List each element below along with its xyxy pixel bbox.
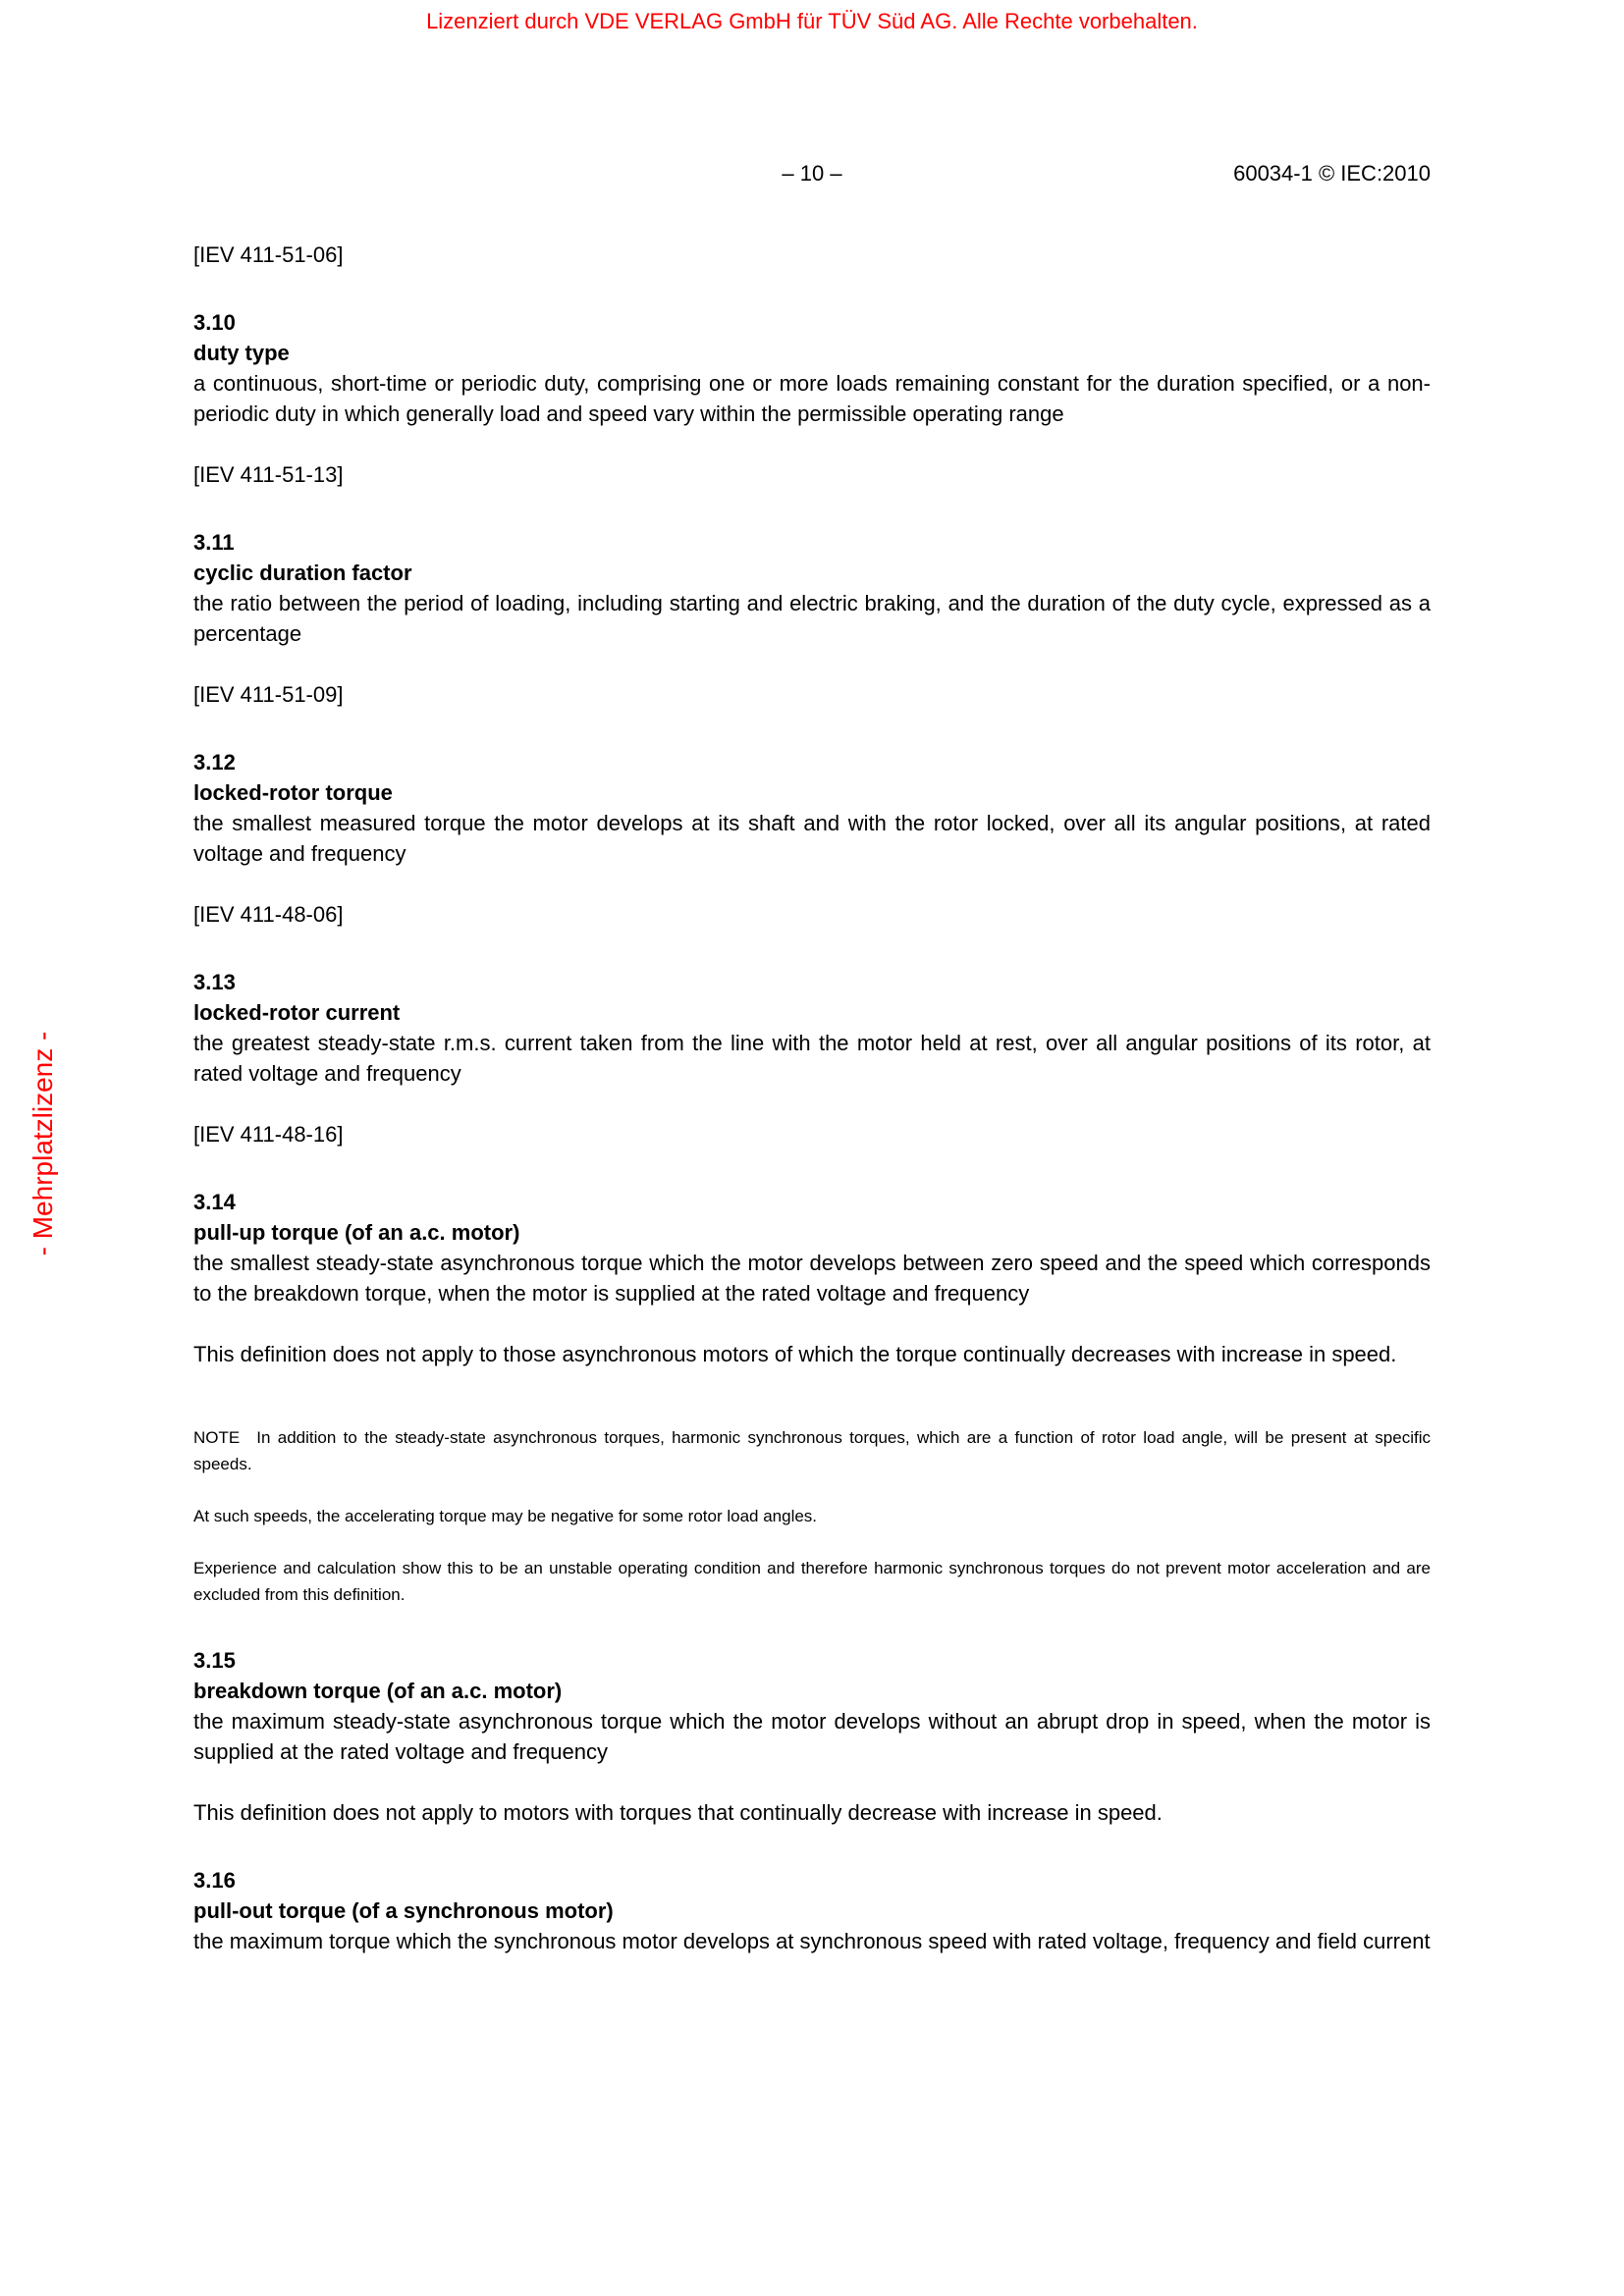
reference-iev: [IEV 411-51-13] [193, 462, 344, 487]
watermark-text: - Mehrplatzlizenz - [27, 1031, 58, 1256]
license-banner: Lizenziert durch VDE VERLAG GmbH für TÜV Süd AG. Alle Rechte vorbehalten. [426, 9, 1198, 33]
page-header [193, 158, 1431, 188]
page-number: – 10 – [782, 161, 842, 186]
section-remark: This definition does not apply to motors with torques that continually decrease with increase in speed. [193, 1800, 1163, 1825]
reference-iev: [IEV 411-48-06] [193, 902, 344, 927]
section-number: 3.15 [193, 1648, 236, 1673]
reference-iev: [IEV 411-48-16] [193, 1122, 344, 1147]
section-heading [193, 967, 1431, 1028]
section-heading [193, 747, 1431, 808]
note-label: NOTE [193, 1428, 241, 1447]
section-number: 3.11 [193, 530, 235, 555]
section-definition: the maximum torque which the synchronous motor develops at synchronous speed with rated voltage, frequency and field current [193, 1929, 1431, 1953]
section-heading [193, 1865, 1431, 1926]
section-note: Experience and calculation show this to be an unstable operating condition and therefore harmonic synchronous torques do not prevent motor acceleration and are excluded from this definition. [193, 1559, 1431, 1604]
section-note [193, 1424, 1431, 1477]
section-term: pull-up torque (of an a.c. motor) [193, 1220, 520, 1245]
section-definition: the maximum steady-state asynchronous torque which the motor develops without an abrupt drop in speed, when the motor is supplied at the rated voltage and frequency [193, 1709, 1431, 1764]
note-text: In addition to the steady-state asynchronous torques, harmonic synchronous torques, which are a function of rotor load angle, will be present at specific speeds. [193, 1428, 1431, 1473]
section-definition: the ratio between the period of loading, including starting and electric braking, and the duration of the duty cycle, expressed as a percentage [193, 591, 1431, 646]
section-heading [193, 307, 1431, 368]
section-term: duty type [193, 341, 290, 365]
document-id: 60034-1 © IEC:2010 [1233, 161, 1431, 186]
section-definition: the smallest steady-state asynchronous torque which the motor develops between zero speed and the speed which corresponds to the breakdown torque, when the motor is supplied at the rated voltage and frequency [193, 1251, 1431, 1306]
section-term: pull-out torque (of a synchronous motor) [193, 1898, 614, 1923]
section-number: 3.10 [193, 310, 236, 335]
section-definition: the smallest measured torque the motor develops at its shaft and with the rotor locked, over all its angular positions, at rated voltage and frequency [193, 811, 1431, 866]
section-number: 3.14 [193, 1190, 236, 1214]
section-term: breakdown torque (of an a.c. motor) [193, 1679, 563, 1703]
document-body [193, 240, 1431, 1956]
section-number: 3.12 [193, 750, 236, 774]
section-definition: the greatest steady-state r.m.s. current taken from the line with the motor held at rest, over all angular positions of its rotor, at rated voltage and frequency [193, 1031, 1431, 1086]
section-term: locked-rotor torque [193, 780, 393, 805]
section-term: cyclic duration factor [193, 561, 412, 585]
section-remark: This definition does not apply to those asynchronous motors of which the torque continually decreases with increase in speed. [193, 1342, 1397, 1366]
reference-iev: [IEV 411-51-06] [193, 242, 344, 267]
section-heading [193, 1645, 1431, 1706]
section-term: locked-rotor current [193, 1000, 401, 1025]
section-note: At such speeds, the accelerating torque may be negative for some rotor load angles. [193, 1507, 818, 1525]
reference-iev: [IEV 411-51-09] [193, 682, 344, 707]
section-heading [193, 527, 1431, 588]
section-number: 3.13 [193, 970, 236, 994]
section-number: 3.16 [193, 1868, 236, 1893]
section-heading [193, 1187, 1431, 1248]
section-definition: a continuous, short-time or periodic duty, comprising one or more loads remaining constant for the duration specified, or a non-periodic duty in which generally load and speed vary within the permissible operating range [193, 371, 1431, 426]
